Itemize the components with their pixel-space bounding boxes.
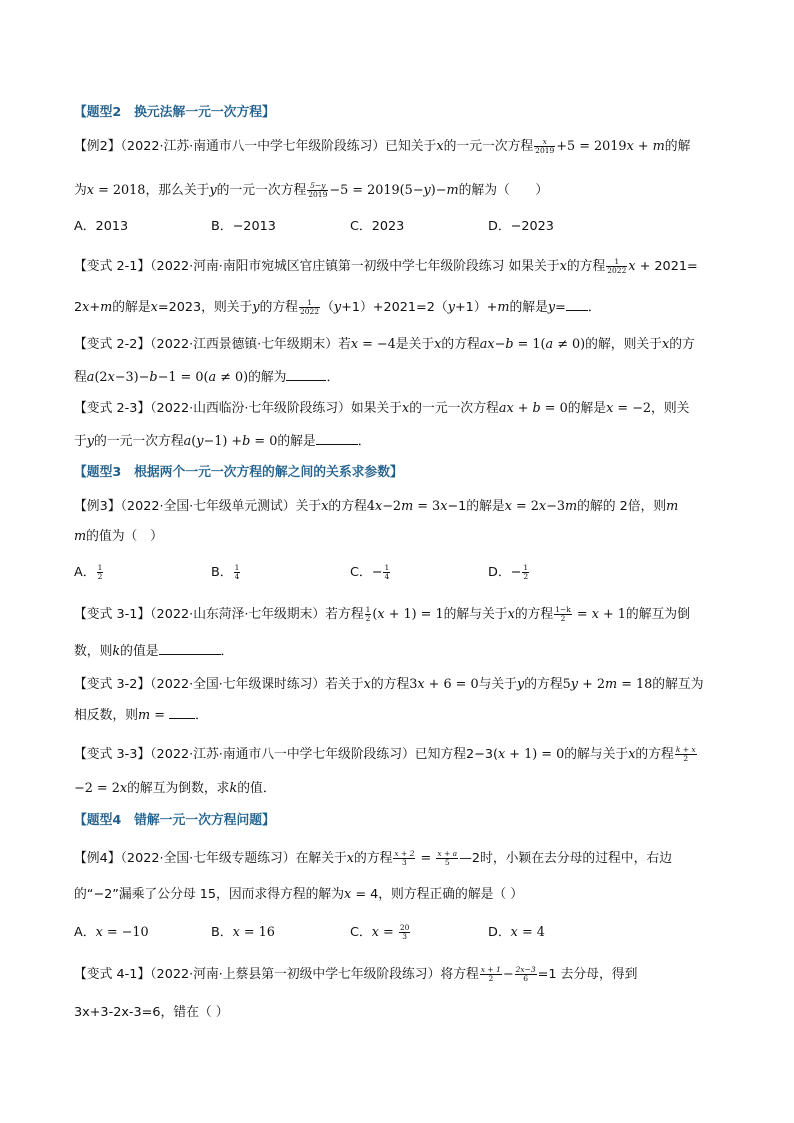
answer-blank bbox=[566, 298, 588, 311]
section-heading-type4: 【题型4 错解一元一次方程问题】 bbox=[74, 813, 275, 828]
variant-4-1-line1: 【变式 4-1】（2022·河南·上蔡县第一初级中学七年级阶段练习）将方程 $\frac{x + 1}{2}$ − $\frac{2x-3}{6}$ =1 去分母，得到 bbox=[74, 965, 638, 983]
answer-blank bbox=[159, 642, 221, 655]
option-b: B． $\frac{1}{4}$ bbox=[211, 563, 240, 581]
example-2-line2: 为x = 2018，那么关于y的一元一次方程 $\frac{5-y}{2019}$ −5 = 2019(5−y)−m的解为（ ） bbox=[74, 181, 549, 199]
variant-2-2-line1: 【变式 2-2】（2022·江西景德镇·七年级期末）若x = −4是关于x的方程ax−b = 1(a ≠ 0)的解，则关于x的方 bbox=[74, 337, 695, 352]
option-b: B．−2013 bbox=[211, 219, 276, 234]
example-4-options bbox=[74, 924, 724, 946]
option-a: A．2013 bbox=[74, 219, 129, 234]
option-b: B．x = 16 bbox=[211, 925, 275, 940]
variant-3-1-line2: 数，则k的值是 ． bbox=[74, 644, 234, 659]
option-d: D．− $\frac{1}{2}$ bbox=[488, 563, 529, 581]
option-d: D．−2023 bbox=[488, 219, 554, 234]
section-heading-type3: 【题型3 根据两个一元一次方程的解之间的关系求参数】 bbox=[74, 465, 403, 480]
example-3-options bbox=[74, 564, 724, 584]
option-c: C．− $\frac{1}{4}$ bbox=[350, 563, 390, 581]
variant-3-3-line2: −2 = 2x的解互为倒数，求k的值． bbox=[74, 781, 276, 796]
example-4-line2: 的“−2”漏乘了公分母 15，因而求得方程的解为x = 4，则方程正确的解是（ ） bbox=[74, 887, 524, 902]
variant-3-1-line1: 【变式 3-1】（2022·山东菏泽·七年级期末）若方程 $\frac{1}{2}$ (x + 1) = 1的解与关于x的方程 $\frac{1-k}{2}$ = x + 1的解互为倒 bbox=[74, 605, 690, 623]
variant-2-1-line2: 2x+m的解是x=2023，则关于y的方程 $\frac{1}{2022}$ （y+1）+2021=2（y+1）+m的解是y= ． bbox=[74, 298, 601, 316]
variant-2-3-line1: 【变式 2-3】（2022·山西临汾·七年级阶段练习）如果关于x的一元一次方程ax + b = 0的解是x = −2，则关 bbox=[74, 401, 690, 416]
option-d: D．x = 4 bbox=[488, 925, 545, 940]
option-a: A． $\frac{1}{2}$ bbox=[74, 563, 103, 581]
variant-2-3-line2: 于y的一元一次方程a(y−1) +b = 0的解是 ． bbox=[74, 434, 371, 449]
option-a: A．x = −10 bbox=[74, 925, 149, 940]
variant-2-2-line2: 程a(2x−3)−b−1 = 0(a ≠ 0)的解为 ． bbox=[74, 370, 340, 385]
option-c: C．x = $\frac{20}{3}$ bbox=[350, 923, 410, 941]
variant-2-1-line1: 【变式 2-1】（2022·河南·南阳市宛城区官庄镇第一初级中学七年级阶段练习 如果关于x的方程 $\frac{1}{2022}$ x + 2021= bbox=[74, 257, 698, 275]
example-2-line1: 【例2】（2022·江苏·南通市八一中学七年级阶段练习）已知关于x的一元一次方程 $\frac{x}{2019}$ +5 = 2019x + m的解 bbox=[74, 137, 691, 155]
variant-3-2-line1: 【变式 3-2】（2022·全国·七年级课时练习）若关于x的方程3x + 6 = 0与关于y的方程5y + 2m = 18的解互为 bbox=[74, 677, 704, 692]
variant-3-3-line1: 【变式 3-3】（2022·江苏·南通市八一中学七年级阶段练习）已知方程2−3(x + 1) = 0的解与关于x的方程 $\frac{k + x}{2}$ bbox=[74, 745, 696, 763]
section-heading-type2: 【题型2 换元法解一元一次方程】 bbox=[74, 105, 275, 120]
example-3-line2: m的值为（ ） bbox=[74, 529, 163, 544]
example-4-line1: 【例4】（2022·全国·七年级专题练习）在解关于x的方程 $\frac{x + 2}{3}$ = $\frac{x + a}{5}$ —2时，小颖在去分母的过程中，右边 bbox=[74, 849, 672, 867]
option-c: C．2023 bbox=[350, 219, 405, 234]
answer-blank bbox=[286, 368, 326, 381]
example-2-options bbox=[74, 218, 724, 236]
answer-blank bbox=[316, 432, 358, 445]
variant-3-2-line2: 相反数，则m = ． bbox=[74, 708, 208, 723]
answer-blank bbox=[169, 706, 195, 719]
example-3-line1: 【例3】（2022·全国·七年级单元测试）关于x的方程4x−2m = 3x−1的解是x = 2x−3m的解的 2倍，则m bbox=[74, 499, 679, 514]
variant-4-1-line2: 3x+3-2x-3=6，错在（ ） bbox=[74, 1005, 229, 1020]
